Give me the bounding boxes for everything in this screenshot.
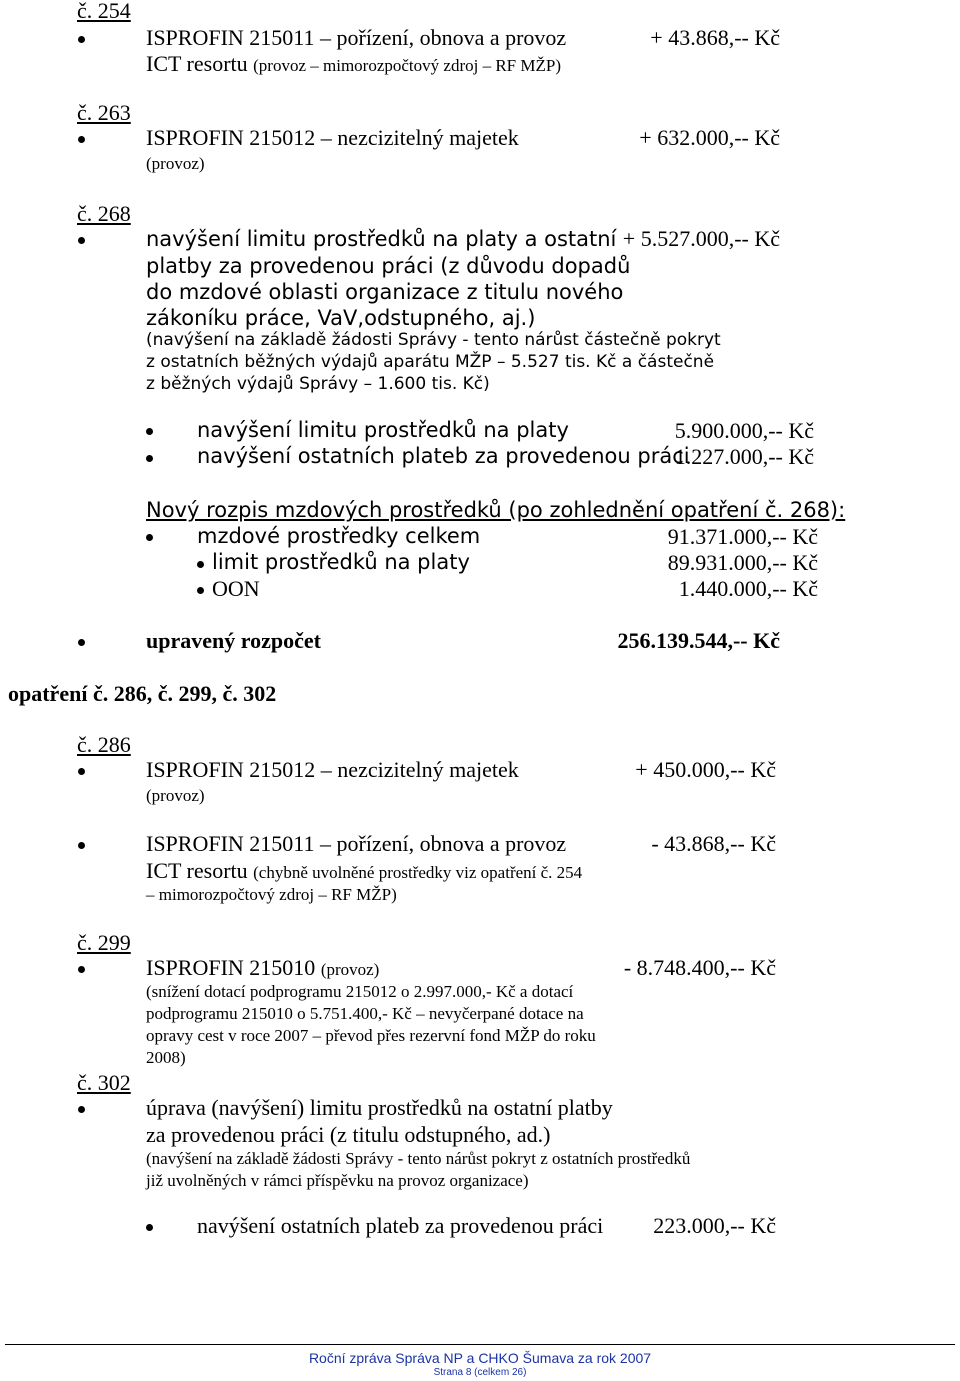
isprofin-215011-line: ISPROFIN 215011 – pořízení, obnova a provoz <box>146 25 567 50</box>
bullet <box>78 136 85 143</box>
sub-ostatni-label: navýšení ostatních plateb za provedenou práci <box>197 444 690 468</box>
amount-299: - 8.748.400,-- Kč <box>623 955 776 980</box>
sub-platy-amount: 5.900.000,-- Kč <box>674 418 814 443</box>
measure-number-263: č. 263 <box>77 100 131 125</box>
note-299-line-3: opravy cest v roce 2007 – převod přes rezervní fond MŽP do roku <box>146 1026 596 1045</box>
bullet <box>78 237 85 244</box>
mzdove-celkem-amount: 91.371.000,-- Kč <box>667 524 818 549</box>
oon-label: OON <box>212 576 260 601</box>
ict-main: ICT resortu <box>146 51 248 76</box>
ict-note: (provoz – mimorozpočtový zdroj – RF MŽP) <box>253 56 561 75</box>
bullet <box>78 1106 85 1113</box>
ict-line <box>146 860 582 882</box>
isprofin-215010-line <box>146 957 379 979</box>
note-268-line-3: z běžných výdajů Správy – 1.600 tis. Kč) <box>146 374 490 394</box>
bullet <box>197 587 204 594</box>
limit-other-line-2: za provedenou práci (z titulu odstupného, ad.) <box>146 1122 551 1147</box>
footer-page-number: Strana 8 (celkem 26) <box>433 1367 527 1378</box>
footer-title: Roční zpráva Správa NP a CHKO Šumava za rok 2007 <box>308 1350 652 1366</box>
note-299-line-4: 2008) <box>146 1048 186 1067</box>
sub-ostatni-302-amount: 223.000,-- Kč <box>653 1213 776 1238</box>
note-299-line-2: podprogramu 215010 o 5.751.400,- Kč – nevyčerpané dotace na <box>146 1004 584 1023</box>
amount-286-b: - 43.868,-- Kč <box>651 831 776 856</box>
section-title: opatření č. 286, č. 299, č. 302 <box>8 681 277 706</box>
bullet <box>78 639 85 646</box>
measure-number-302: č. 302 <box>77 1070 131 1095</box>
ict-main: ICT resortu <box>146 858 248 883</box>
measure-number-254: č. 254 <box>77 0 131 23</box>
ict-note: (chybně uvolněné prostředky viz opatření č. 254 <box>253 863 583 882</box>
bullet <box>78 842 85 849</box>
amount-263: + 632.000,-- Kč <box>639 125 780 150</box>
mzdove-celkem-label: mzdové prostředky celkem <box>197 524 481 548</box>
limit-other-line-1: úprava (navýšení) limitu prostředků na ostatní platby <box>146 1095 613 1120</box>
bullet <box>197 561 204 568</box>
note-299-line-1: (snížení dotací podprogramu 215012 o 2.997.000,- Kč a dotací <box>146 982 574 1001</box>
amount-254: + 43.868,-- Kč <box>650 25 780 50</box>
limit-increase-line-1: navýšení limitu prostředků na platy a ostatní <box>146 227 617 251</box>
amount-268: + 5.527.000,-- Kč <box>622 226 780 251</box>
bullet <box>78 36 85 43</box>
isprofin-215012-line: ISPROFIN 215012 – nezcizitelný majetek <box>146 757 519 782</box>
sub-platy-label: navýšení limitu prostředků na platy <box>197 418 569 442</box>
bullet <box>78 966 85 973</box>
isprofin-215010-main: ISPROFIN 215010 <box>146 955 316 980</box>
amount-286-a: + 450.000,-- Kč <box>635 757 776 782</box>
note-268-line-2: z ostatních běžných výdajů aparátu MŽP – 5.527 tis. Kč a částečně <box>146 352 715 372</box>
bullet <box>146 455 153 462</box>
provoz-note: (provoz) <box>146 786 205 805</box>
isprofin-215011-line: ISPROFIN 215011 – pořízení, obnova a provoz <box>146 831 567 856</box>
limit-platy-label: limit prostředků na platy <box>212 550 470 574</box>
bullet <box>146 428 153 435</box>
sub-ostatni-amount: 1.227.000,-- Kč <box>674 444 814 469</box>
isprofin-215012-line: ISPROFIN 215012 – nezcizitelný majetek <box>146 125 519 150</box>
measure-number-286: č. 286 <box>77 732 131 757</box>
bullet <box>78 768 85 775</box>
ict-line <box>146 53 561 75</box>
limit-increase-line-2: platby za provedenou práci (z důvodu dopadů <box>146 254 631 278</box>
limit-increase-line-3: do mzdové oblasti organizace z titulu nového <box>146 280 624 304</box>
bullet <box>146 534 153 541</box>
note-302-line-1: (navýšení na základě žádosti Správy - tento nárůst pokryt z ostatních prostředků <box>146 1149 691 1168</box>
sub-ostatni-302-label: navýšení ostatních plateb za provedenou práci <box>197 1213 604 1238</box>
isprofin-215010-note: (provoz) <box>320 960 380 979</box>
limit-platy-amount: 89.931.000,-- Kč <box>667 550 818 575</box>
budget-amount: 256.139.544,-- Kč <box>617 628 780 653</box>
note-302-line-2: již uvolněných v rámci příspěvku na provoz organizace) <box>146 1171 529 1190</box>
ict-note-line-2: – mimorozpočtový zdroj – RF MŽP) <box>146 885 397 904</box>
measure-number-268: č. 268 <box>77 201 131 226</box>
footer-rule <box>5 1344 955 1345</box>
oon-amount: 1.440.000,-- Kč <box>678 576 818 601</box>
budget-label: upravený rozpočet <box>146 628 321 653</box>
bullet <box>146 1224 153 1231</box>
note-268-line-1: (navýšení na základě žádosti Správy - tento nárůst částečně pokryt <box>146 330 721 350</box>
measure-number-299: č. 299 <box>77 930 131 955</box>
provoz-note: (provoz) <box>146 154 205 173</box>
limit-increase-line-4: zákoníku práce, VaV,odstupného, aj.) <box>146 306 536 330</box>
rozpis-heading: Nový rozpis mzdových prostředků (po zohlednění opatření č. 268): <box>146 498 846 522</box>
